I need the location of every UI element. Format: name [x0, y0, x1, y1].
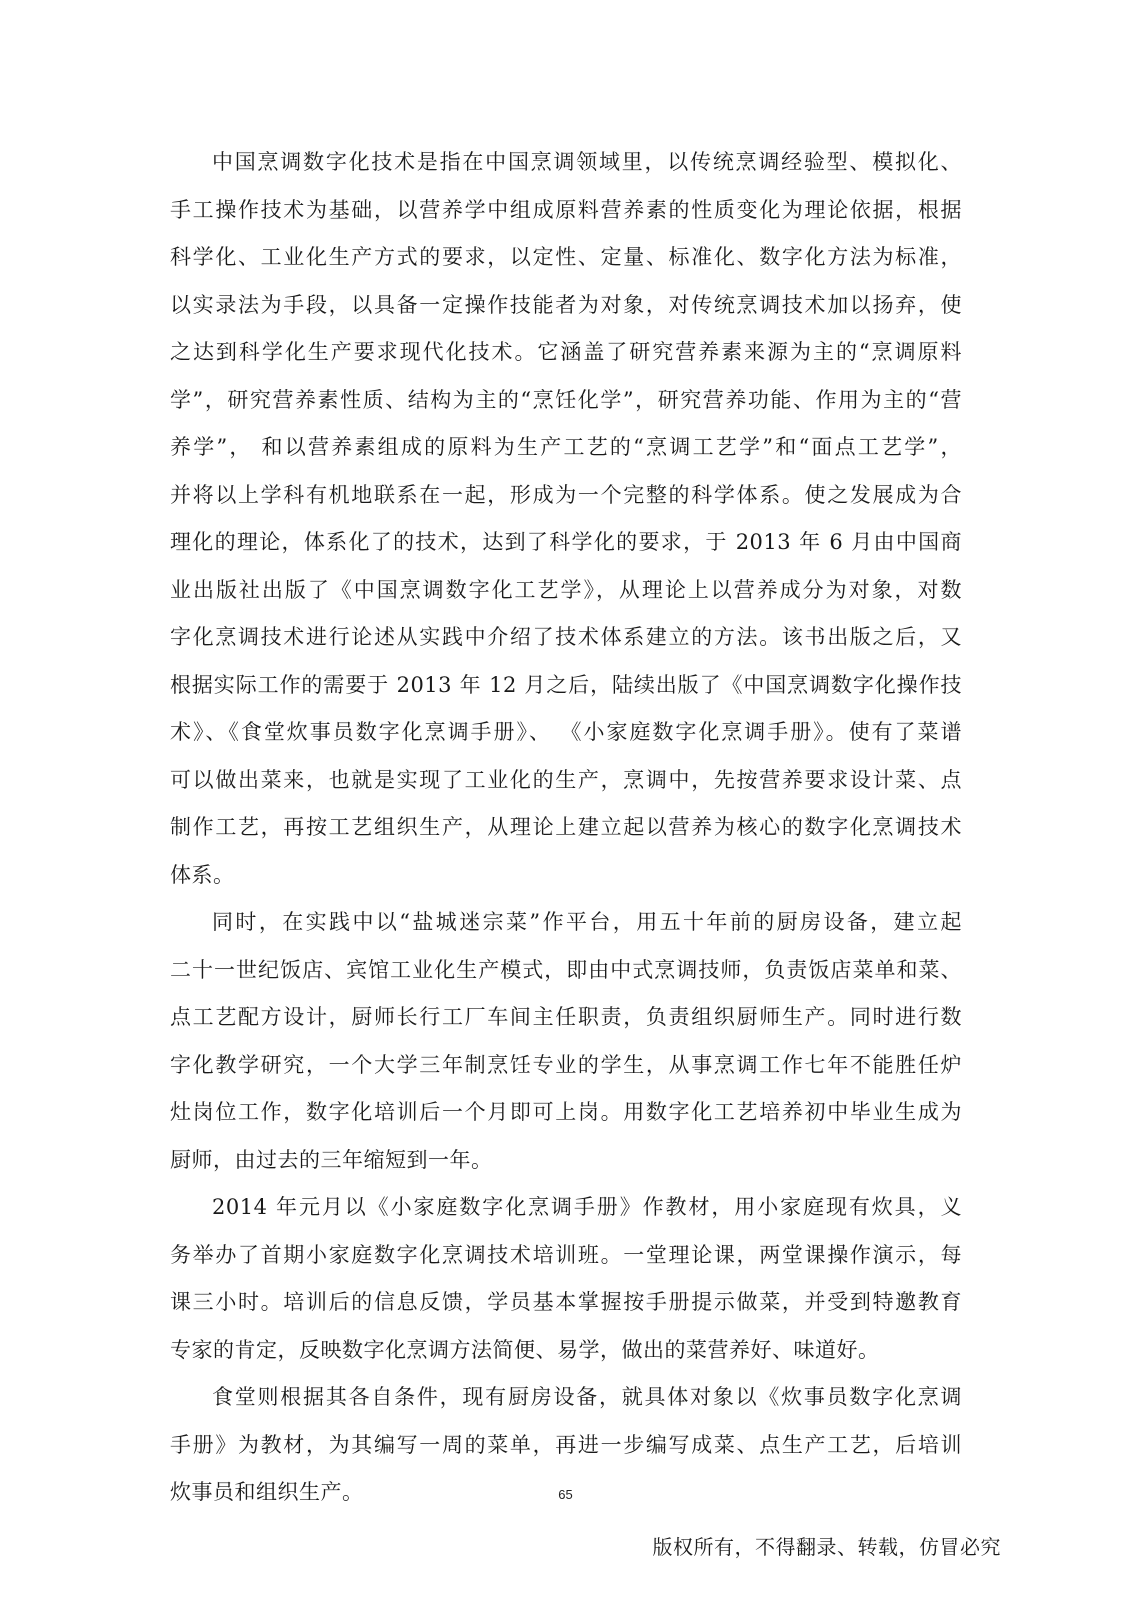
text-line: 课三小时。培训后的信息反馈，学员基本掌握按手册提示做菜，并受到特邀教育 [170, 1290, 962, 1314]
text-line: 并将以上学科有机地联系在一起，形成为一个完整的科学体系。使之发展成为合 [170, 482, 962, 507]
page-number: 65 [558, 1487, 573, 1502]
text-line: 同时，在实践中以“盐城迷宗菜”作平台，用五十年前的厨房设备，建立起 [212, 910, 962, 934]
text-line: 手工操作技术为基础，以营养学中组成原料营养素的性质变化为理论依据，根据 [170, 197, 962, 222]
text-line: 专家的肯定，反映数字化烹调方法简便、易学，做出的菜营养好、味道好。 [170, 1337, 880, 1362]
text-line: 二十一世纪饭店、宾馆工业化生产模式，即由中式烹调技师，负责饭店菜单和菜、 [170, 957, 962, 982]
text-line: 之达到科学化生产要求现代化技术。它涵盖了研究营养素来源为主的“烹调原料 [170, 340, 962, 364]
copyright-notice: 版权所有，不得翻录、转载，仿冒必究 [652, 1535, 1001, 1559]
text-line: 2014 年元月以《小家庭数字化烹调手册》作教材，用小家庭现有炊具，义 [212, 1195, 962, 1219]
text-line: 食堂则根据其各自条件，现有厨房设备，就具体对象以《炊事员数字化烹调 [212, 1385, 962, 1409]
text-line: 养学”， 和以营养素组成的原料为生产工艺的“烹调工艺学”和“面点工艺学”， [170, 435, 962, 459]
text-line: 字化烹调技术进行论述从实践中介绍了技术体系建立的方法。该书出版之后，又 [170, 625, 962, 649]
text-line: 体系。 [170, 862, 235, 887]
paragraph [170, 899, 962, 1184]
text-line: 灶岗位工作，数字化培训后一个月即可上岗。用数字化工艺培养初中毕业生成为 [170, 1100, 962, 1124]
text-line: 可以做出菜来，也就是实现了工业化的生产，烹调中，先按营养要求设计菜、点 [170, 767, 962, 792]
text-line: 以实录法为手段，以具备一定操作技能者为对象，对传统烹调技术加以扬弃，使 [170, 292, 962, 317]
text-line: 科学化、工业化生产方式的要求，以定性、定量、标准化、数字化方法为标准， [170, 245, 962, 269]
paragraph [170, 139, 962, 899]
body-text [170, 139, 962, 1517]
text-line: 字化教学研究，一个大学三年制烹饪专业的学生，从事烹调工作七年不能胜任炉 [170, 1052, 962, 1077]
text-line: 中国烹调数字化技术是指在中国烹调领域里，以传统烹调经验型、模拟化、 [212, 150, 962, 174]
text-line: 理化的理论，体系化了的技术，达到了科学化的要求，于 2013 年 6 月由中国商 [170, 530, 962, 554]
text-line: 务举办了首期小家庭数字化烹调技术培训班。一堂理论课，两堂课操作演示，每 [170, 1242, 962, 1267]
text-line: 点工艺配方设计，厨师长行工厂车间主任职责，负责组织厨师生产。同时进行数 [170, 1005, 962, 1029]
text-line: 厨师，由过去的三年缩短到一年。 [170, 1147, 493, 1172]
text-line: 术》、《食堂炊事员数字化烹调手册》、 《小家庭数字化烹调手册》。使有了菜谱 [170, 720, 962, 744]
text-line: 学”，研究营养素性质、结构为主的“烹饪化学”，研究营养功能、作用为主的“营 [170, 387, 962, 412]
text-line: 炊事员和组织生产。 [170, 1480, 364, 1504]
text-line: 根据实际工作的需要于 2013 年 12 月之后，陆续出版了《中国烹调数字化操作技 [170, 672, 962, 697]
text-line: 业出版社出版了《中国烹调数字化工艺学》，从理论上以营养成分为对象，对数 [170, 577, 962, 602]
paragraph [170, 1184, 962, 1374]
text-line: 手册》为教材，为其编写一周的菜单，再进一步编写成菜、点生产工艺，后培训 [170, 1432, 962, 1457]
text-line: 制作工艺，再按工艺组织生产，从理论上建立起以营养为核心的数字化烹调技术 [170, 815, 962, 839]
